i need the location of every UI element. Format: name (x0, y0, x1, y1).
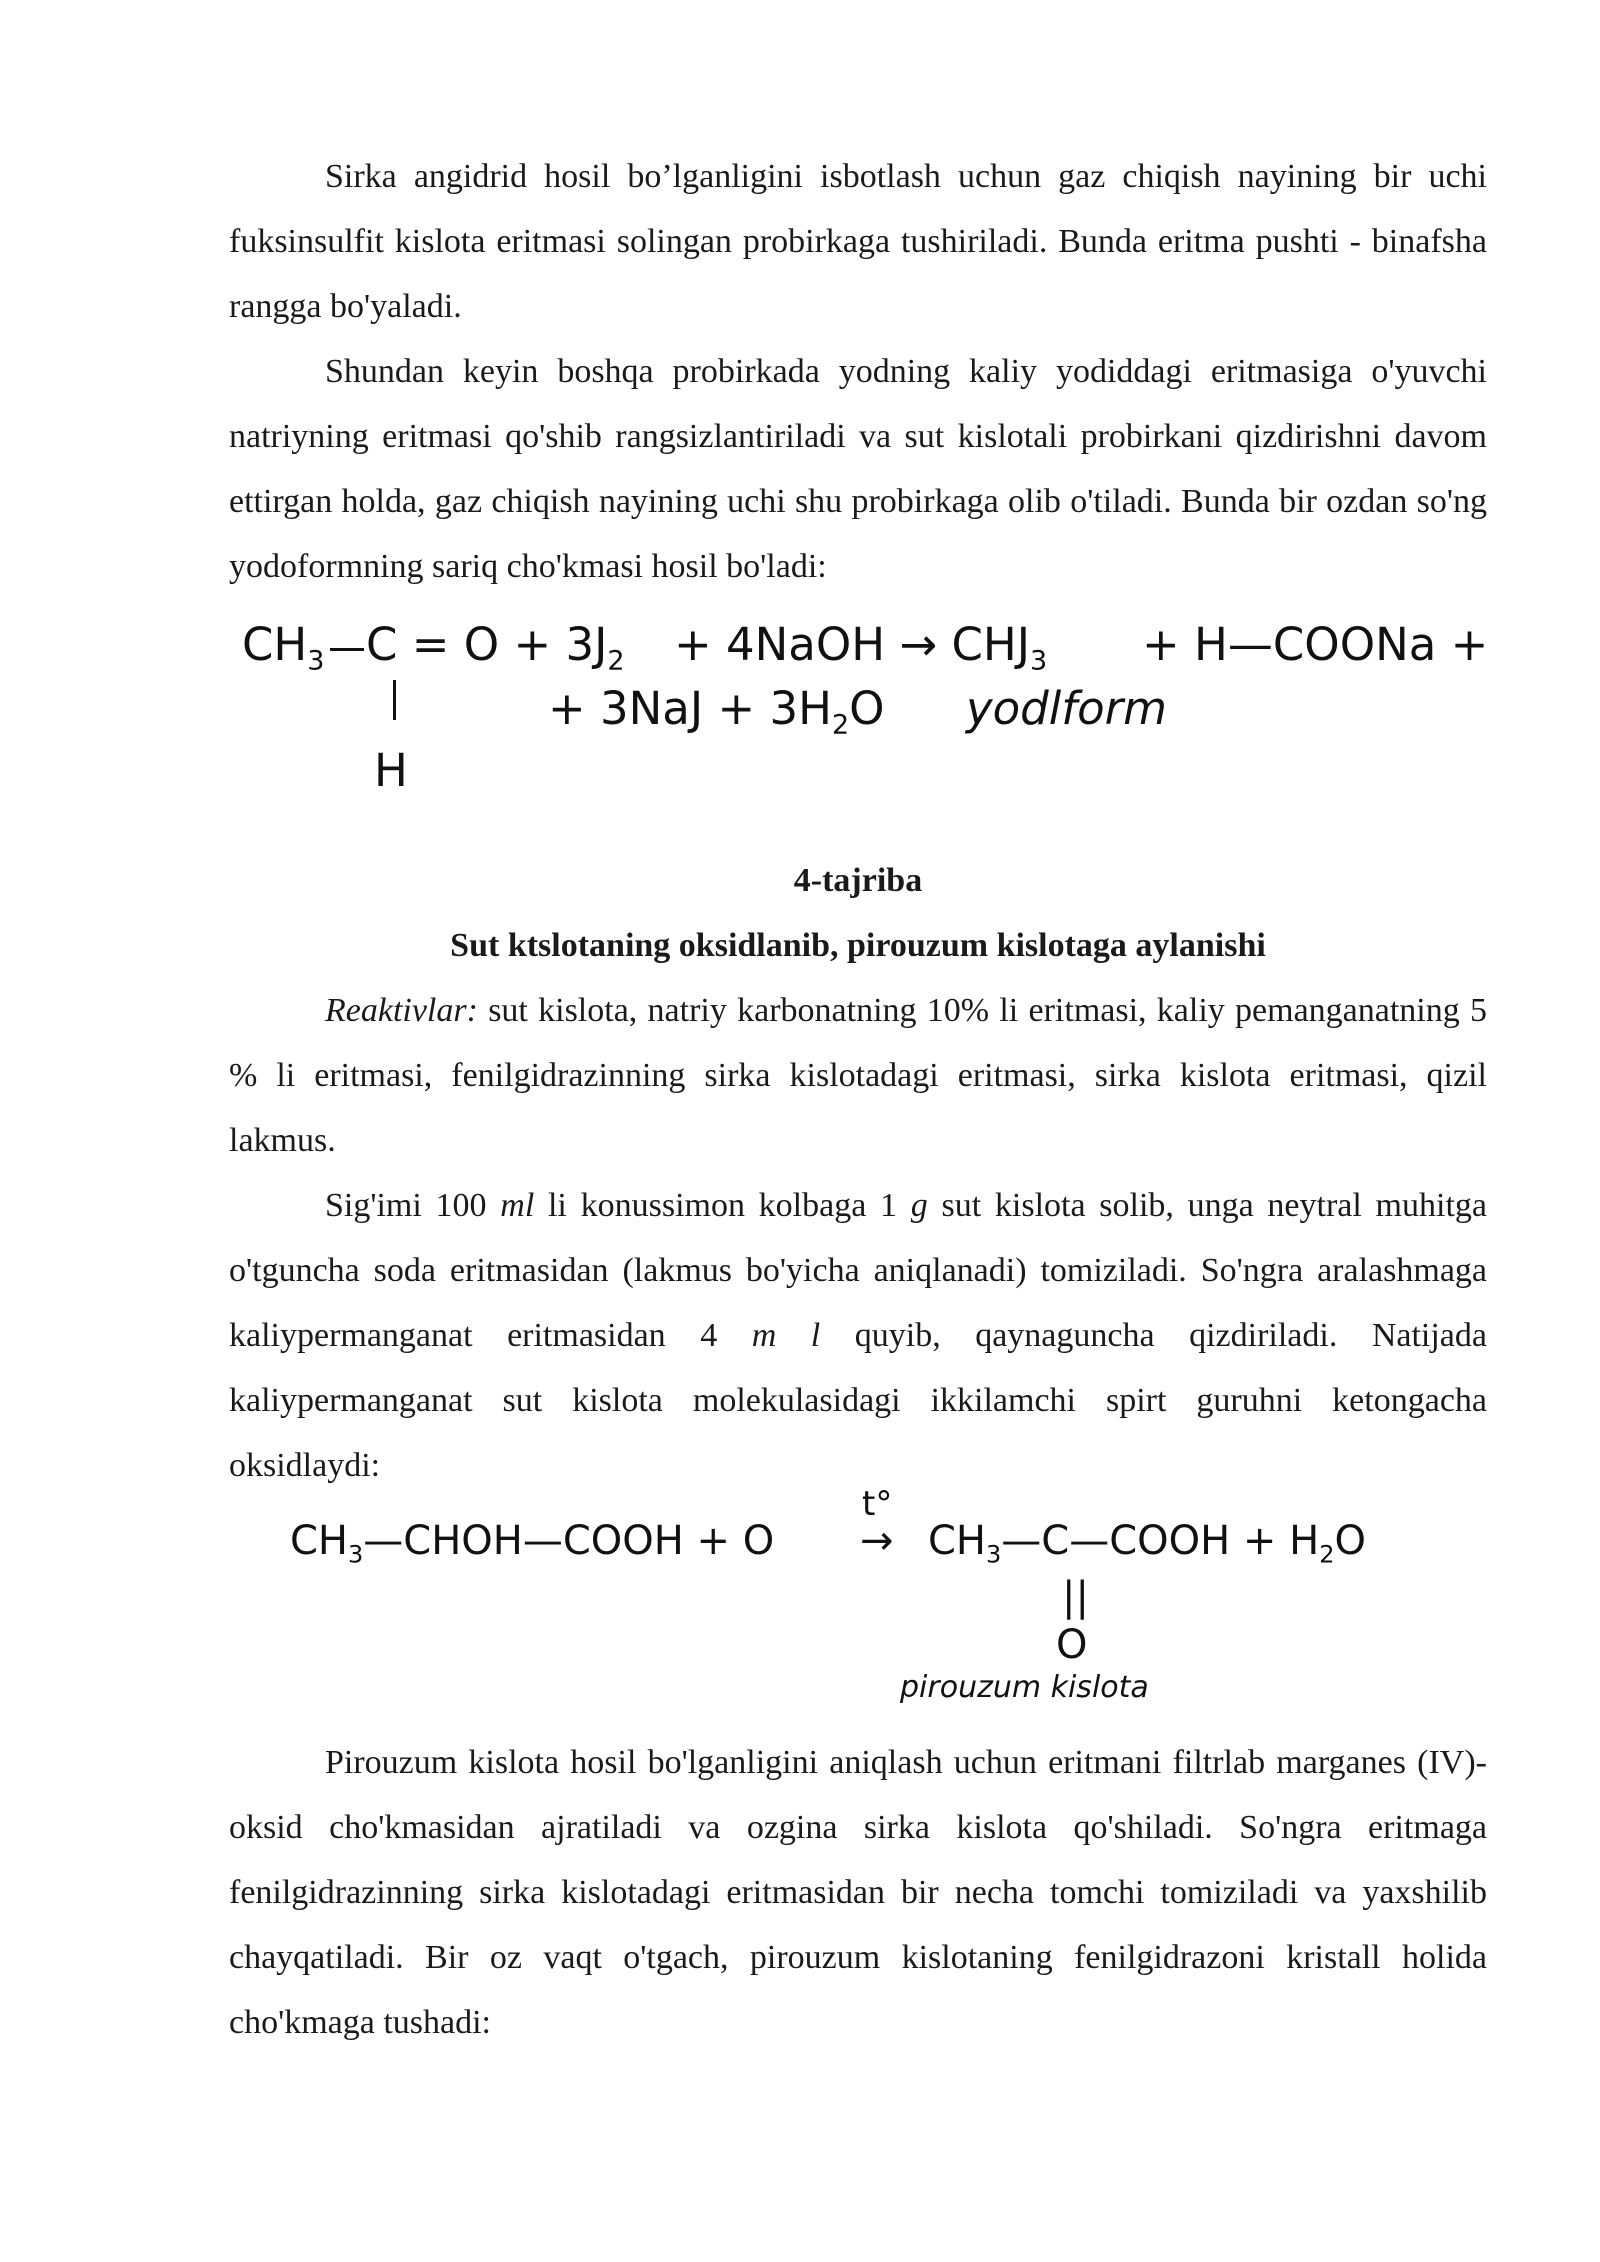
reagents-label: Reaktivlar: (325, 992, 478, 1029)
eq1-ch: $CH_3$ (242, 618, 325, 677)
eq2-temperature: t° (862, 1484, 893, 1524)
eq2-oxygen: O (1056, 1622, 1088, 1668)
eq1-bond (330, 648, 364, 651)
eq1-label: yodlform (966, 682, 1167, 735)
eq2-right: $CH_3—C—COOH + H_2O$ (928, 1518, 1366, 1569)
paragraph-5: Pirouzum kislota hosil bo'lganligini aniqlash uchun eritmani filtrlab marganes (IV)-oksid cho'kmasidan ajratiladi va ozgina sirka kislota qo'shiladi. So'ngra eritmaga fenilgidrazinning sirka kislotadagi eritmasidan bir necha tomchi tomiziladi va yaxshilib chayqatiladi. Bir oz vaqt o'tgach, pirouzum kislotaning fenilgidrazoni kristall holida cho'kmaga tushadi: (229, 1744, 1487, 2041)
eq2-double-bond: || (1062, 1574, 1089, 1620)
eq2-left: $CH_3—CHOH—COOH + O$ (290, 1518, 775, 1569)
heading-number: 4-tajriba (793, 862, 923, 899)
eq1-h: H (374, 744, 408, 797)
paragraph-2: Shundan keyin boshqa probirkada yodning kaliy yodiddagi eritmasiga o'yuvchi natriyning eritmasi qo'shib rangsizlantiriladi va sut kislotali probirkani qizdirishni davom ettirgan holda, gaz chiqish nayining uchi shu probirkaga olib o'tiladi. Bunda bir ozdan so'ng yodoformning sariq cho'kmasi hosil bo'ladi: (229, 353, 1487, 585)
eq1-reagents: $C = O + 3J_2$ (366, 618, 625, 677)
text-block-bottom (229, 1730, 1487, 2055)
eq1-products: + H—COONa + (1142, 618, 1489, 671)
eq1-line2: + $3NaJ + 3H_2O$ (548, 682, 885, 741)
eq1-naoh: + 4NaOH → $CHJ_3$ (674, 618, 1048, 677)
eq2-arrow: → (860, 1518, 894, 1564)
eq2-label: pirouzum kislota (900, 1670, 1149, 1705)
paragraph-3: Reaktivlar: sut kislota, natriy karbonatning 10% li eritmasi, kaliy pemanganatning 5 % li eritmasi, fenilgidrazinning sirka kislotadagi eritmasi, sirka kislota eritmasi, qizil lakmus. (229, 992, 1487, 1159)
equation-iodoform (238, 618, 1489, 808)
text-block-top (229, 144, 1487, 599)
text-block-middle (229, 848, 1487, 1498)
heading-title: Sut ktslotaning oksidlanib, pirouzum kislotaga aylanishi (450, 927, 1266, 964)
paragraph-4: Sig'imi 100 ml li konussimon kolbaga 1 g sut kislota solib, unga neytral muhitga o'tguncha soda eritmasidan (lakmus bo'yicha aniqlanadi) tomiziladi. So'ngra aralashmaga kaliypermanganat eritmasidan 4 m l quyib, qaynaguncha qizdiriladi. Natijada kaliypermanganat sut kislota molekulasidagi ikkilamchi spirt guruhni ketongacha oksidlaydi: (229, 1187, 1487, 1484)
paragraph-1: Sirka angidrid hosil bo’lganligini isbotlash uchun gaz chiqish nayining bir uchi fuksinsulfit kislota eritmasi solingan probirkaga tushiriladi. Bunda eritma pushti - binafsha rangga bo'yaladi. (229, 158, 1487, 325)
eq1-vertical-bond (393, 680, 396, 720)
equation-pyruvic (290, 1484, 1450, 1705)
